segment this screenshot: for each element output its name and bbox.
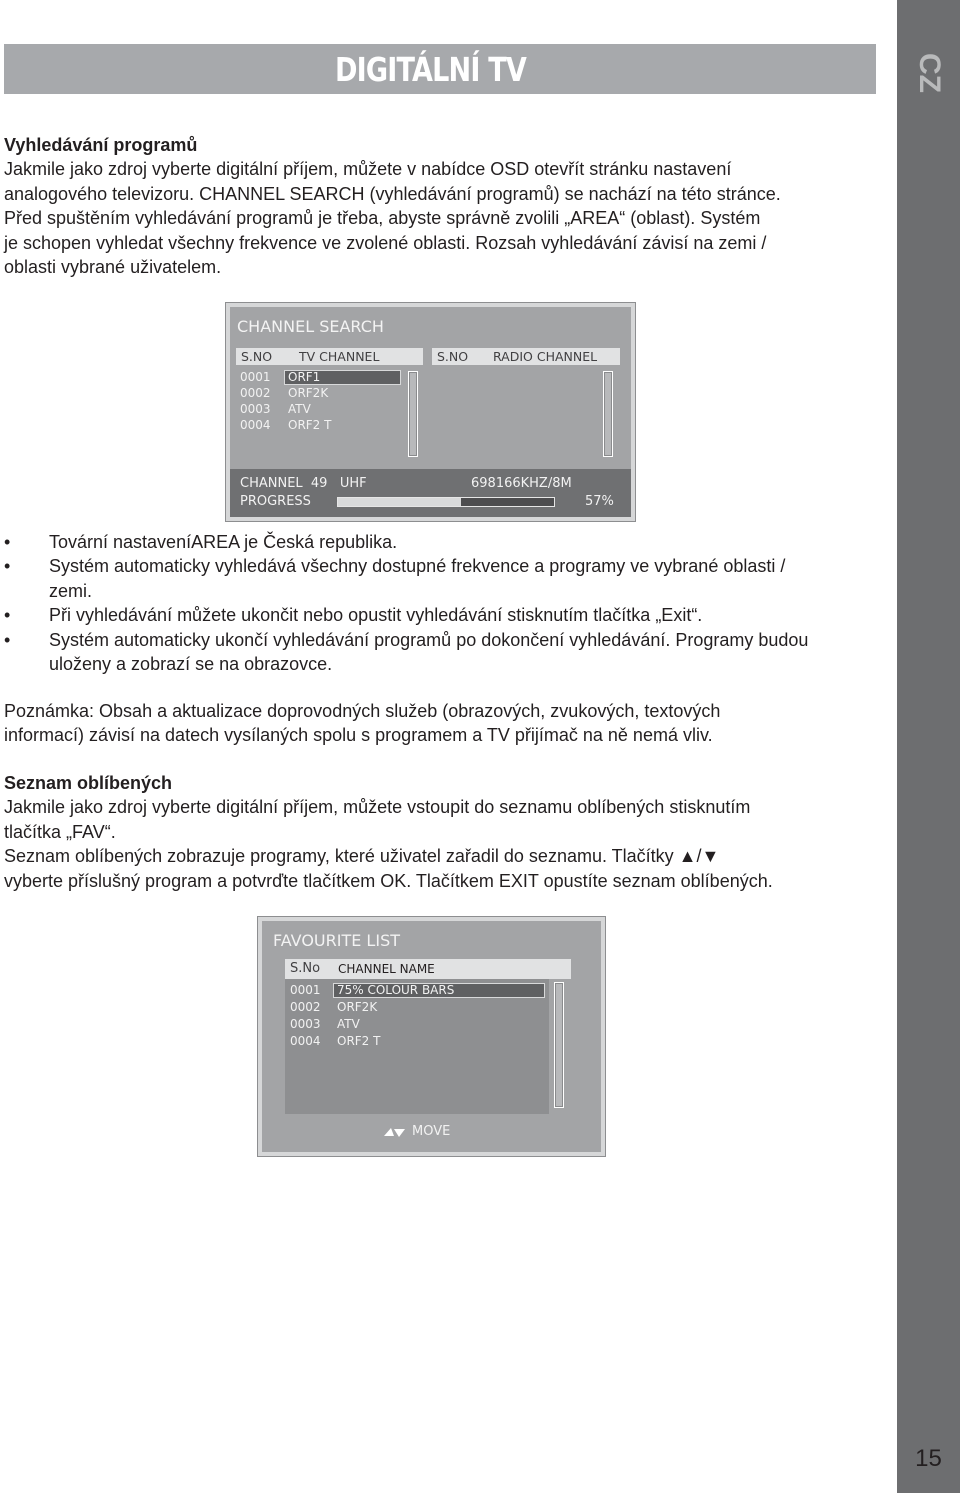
search-status-panel	[230, 469, 631, 517]
favourite-channel-row[interactable]	[290, 983, 545, 998]
note-paragraph	[4, 699, 884, 748]
channel-name: ATV	[288, 402, 311, 416]
radio-channel-header	[432, 348, 620, 365]
channel-search-screen	[226, 303, 635, 521]
channel-number: 0002	[240, 386, 271, 400]
page-title: DIGITÁLNÍ TV	[334, 50, 526, 89]
channel-number: 0004	[240, 418, 271, 432]
channel-name: 75% COLOUR BARS	[337, 983, 455, 997]
list-item-text: Tovární nastaveníAREA je Česká republika.	[49, 532, 398, 552]
progress-fill	[338, 498, 461, 506]
paragraph-line: Před spuštěním vyhledávání programů je třeba, abyste správně zvolili „AREA“ (oblast). Systém	[4, 208, 761, 229]
paragraph-line: analogového televizoru. CHANNEL SEARCH (vyhledávání programů) se nachází na této stránce.	[4, 183, 781, 204]
radio-header-name: RADIO CHANNEL	[493, 349, 598, 364]
list-item	[4, 554, 884, 603]
tv-list-scrollbar[interactable]	[408, 371, 418, 457]
list-item	[4, 530, 884, 554]
bullet-mark: •	[4, 532, 11, 552]
paragraph-line: je schopen vyhledat všechny frekvence ve zvolené oblasti. Rozsah vyhledávání závisí na zemi /	[4, 232, 767, 253]
section-heading: Seznam oblíbených	[4, 773, 173, 793]
header-no: S.No	[290, 961, 321, 976]
favourite-footer	[262, 1117, 601, 1152]
section-favourites-text	[4, 771, 884, 893]
channel-number: 0004	[290, 1034, 321, 1048]
channel-number: 0002	[290, 1000, 321, 1014]
bullet-list	[4, 530, 884, 676]
bullet-mark: •	[4, 629, 11, 650]
radio-header-no: S.NO	[437, 349, 469, 364]
channel-name: ORF2K	[337, 1000, 378, 1014]
channel-name: ATV	[337, 1017, 360, 1031]
favourite-channel-row[interactable]	[290, 1017, 545, 1032]
section-heading: Vyhledávání programů	[4, 135, 198, 155]
up-down-triangles-icon	[384, 1126, 406, 1138]
channel-label: CHANNEL 49 UHF	[240, 476, 367, 491]
radio-list-scrollbar[interactable]	[603, 371, 613, 457]
paragraph-line: informací) závisí na datech vysílaných spolu s programem a TV přijímač na ně nemá vliv.	[4, 725, 713, 746]
list-item-text: Systém automaticky vyhledává všechny dostupné frekvence a programy ve vybrané oblasti / zemi.	[49, 556, 786, 601]
list-item-text: Při vyhledávání můžete ukončit nebo opustit vyhledávání stisknutím tlačítka „Exit“.	[49, 605, 703, 626]
language-tab	[897, 40, 960, 106]
tv-header-no: S.NO	[241, 349, 273, 364]
section-channel-search-text	[4, 133, 884, 279]
frequency-value: 698166KHZ/8M	[471, 476, 572, 491]
tv-channel-row[interactable]	[240, 418, 410, 433]
language-code: CZ	[912, 53, 946, 93]
paragraph-line: Poznámka: Obsah a aktualizace doprovodných služeb (obrazových, zvukových, textových	[4, 701, 721, 721]
progress-label: PROGRESS	[240, 494, 311, 509]
list-item-text: Systém automaticky ukončí vyhledávání programů po dokončení vyhledávání. Programy budou uloženy a zobrazí se na obrazovce.	[49, 629, 809, 675]
favourite-list-screen	[258, 917, 605, 1156]
paragraph-line: tlačítka „FAV“.	[4, 821, 116, 842]
bullet-mark: •	[4, 556, 11, 577]
channel-number: 0003	[240, 402, 271, 416]
tv-channel-row[interactable]	[240, 370, 410, 385]
tv-channel-header	[236, 348, 423, 365]
list-item	[4, 628, 884, 677]
bullet-mark: •	[4, 605, 11, 626]
channel-number: 0003	[290, 1017, 321, 1031]
paragraph-line: oblasti vybrané uživatelem.	[4, 257, 222, 278]
channel-name: ORF2 T	[288, 418, 332, 432]
header-name: CHANNEL NAME	[338, 962, 435, 976]
tv-header-name: TV CHANNEL	[299, 349, 380, 364]
language-sidebar	[897, 0, 960, 1493]
paragraph-line: Jakmile jako zdroj vyberte digitální příjem, můžete vstoupit do seznamu oblíbených stisknutím	[4, 797, 751, 818]
paragraph-line: Seznam oblíbených zobrazuje programy, které uživatel zařadil do seznamu. Tlačítky ▲/▼	[4, 846, 720, 867]
tv-channel-row[interactable]	[240, 386, 410, 401]
osd-title: CHANNEL SEARCH	[237, 317, 384, 336]
move-label: MOVE	[412, 1124, 451, 1139]
channel-number: 0001	[240, 370, 271, 384]
favourite-list-header	[285, 959, 571, 979]
channel-name: ORF2 T	[337, 1034, 381, 1048]
favourite-channel-row[interactable]	[290, 1034, 545, 1049]
osd-title: FAVOURITE LIST	[273, 931, 400, 950]
page-number: 15	[915, 1445, 942, 1472]
progress-percent: 57%	[585, 494, 614, 509]
paragraph-line: Jakmile jako zdroj vyberte digitální příjem, můžete v nabídce OSD otevřít stránku nastavení	[4, 159, 732, 180]
favourite-list-scrollbar[interactable]	[554, 982, 564, 1108]
progress-bar	[337, 497, 555, 507]
list-item	[4, 603, 884, 627]
channel-name: ORF1	[288, 370, 321, 384]
favourite-channel-row[interactable]	[290, 1000, 545, 1015]
channel-name: ORF2K	[288, 386, 329, 400]
header-bar	[4, 44, 876, 94]
tv-channel-row[interactable]	[240, 402, 410, 417]
channel-number: 0001	[290, 983, 321, 997]
paragraph-line: vyberte příslušný program a potvrďte tlačítkem OK. Tlačítkem EXIT opustíte seznam oblíbených.	[4, 870, 773, 891]
